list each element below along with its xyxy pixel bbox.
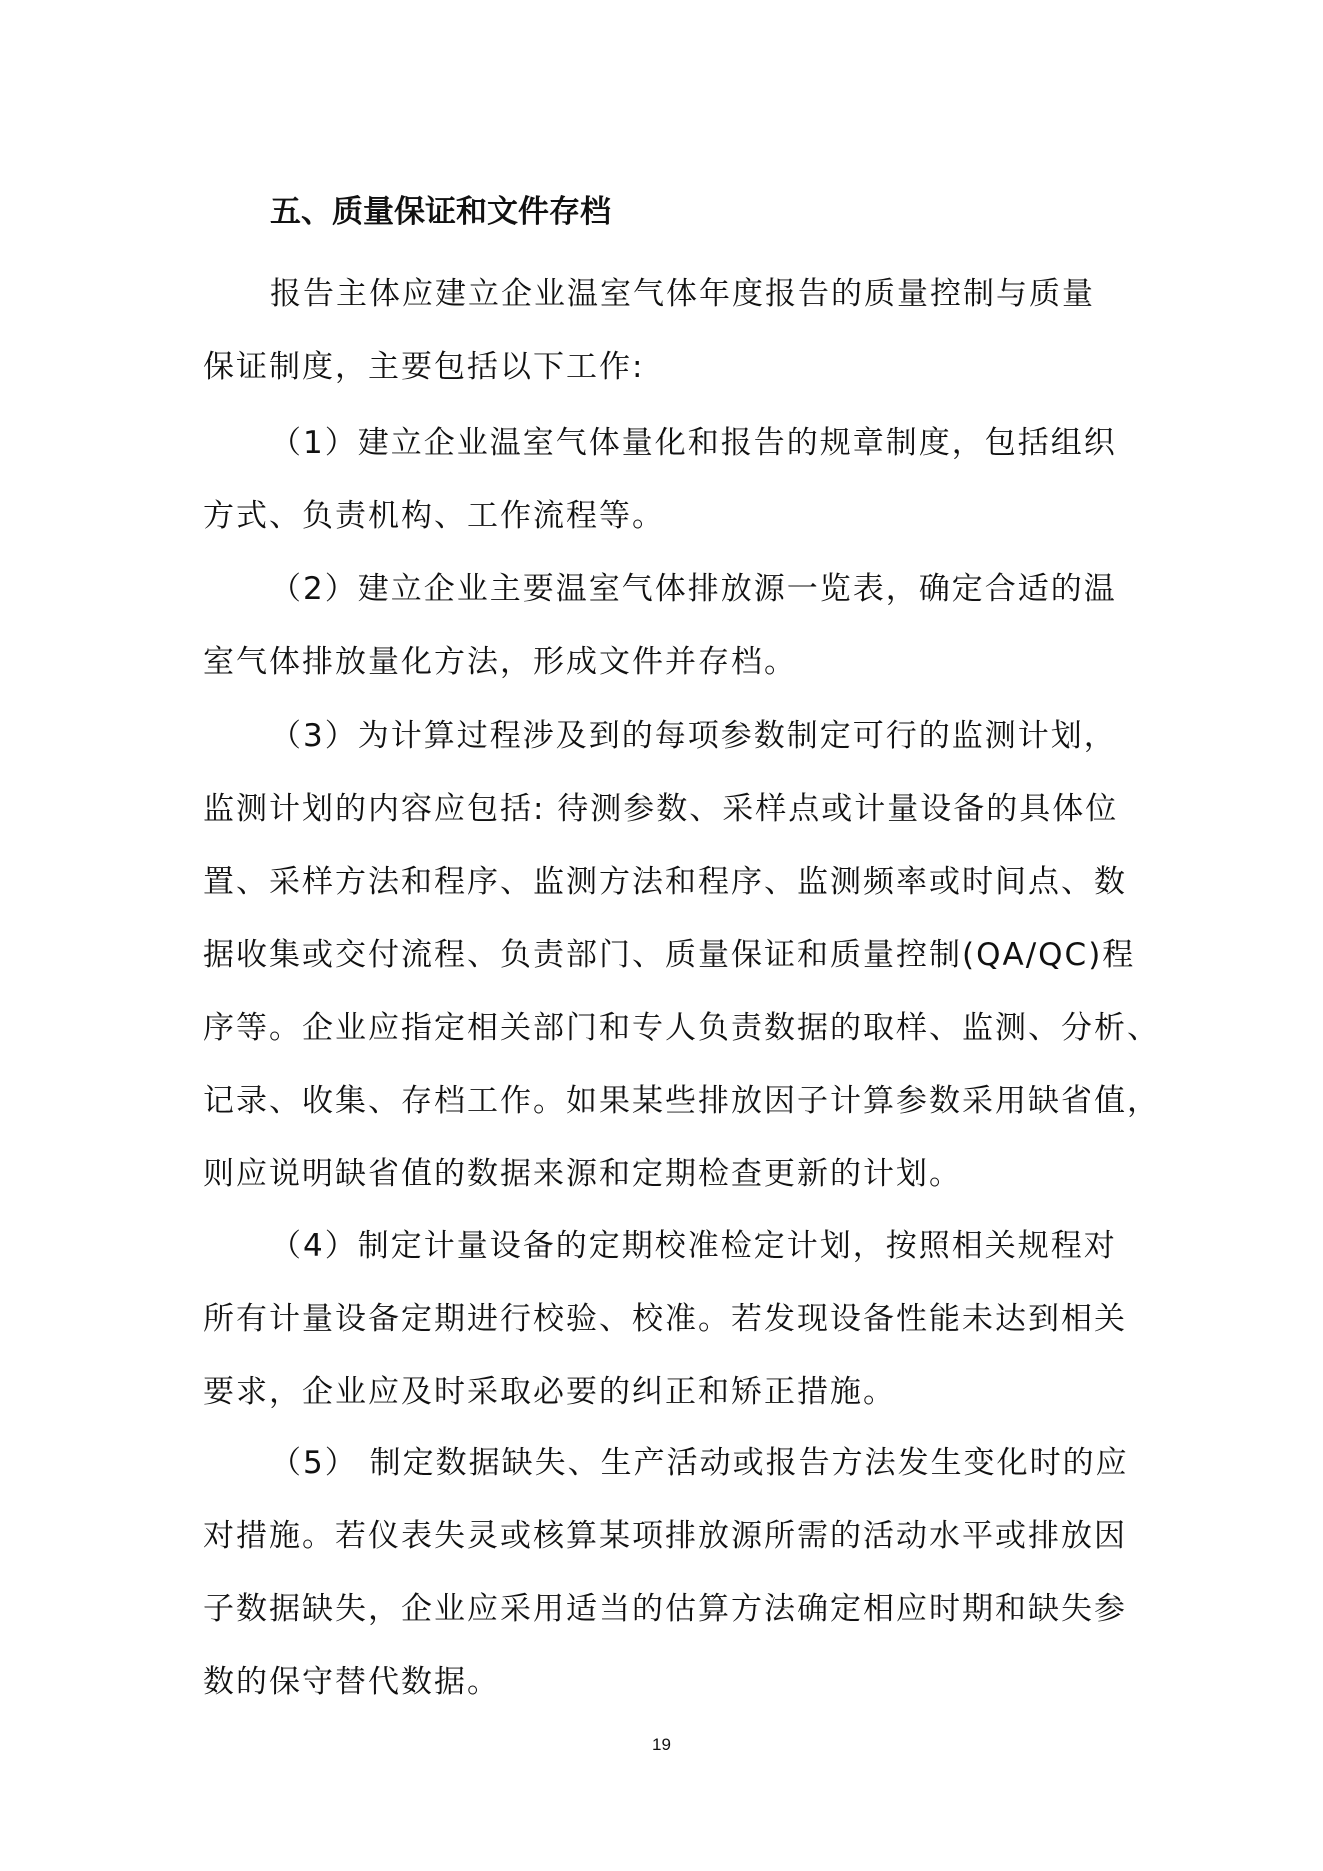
paragraph-line: 保证制度，主要包括以下工作: <box>203 349 645 385</box>
paragraph-line: 监测计划的内容应包括: 待测参数、采样点或计量设备的具体位 <box>203 791 1119 827</box>
list-item-2 <box>203 553 1123 699</box>
list-item-5 <box>203 1427 1129 1719</box>
paragraph-line: （2）建立企业主要温室气体排放源一览表，确定合适的温 <box>270 571 1117 607</box>
paragraph-line: （5） 制定数据缺失、生产活动或报告方法发生变化时的应 <box>270 1445 1129 1481</box>
paragraph-line: 报告主体应建立企业温室气体年度报告的质量控制与质量 <box>270 276 1095 312</box>
paragraph-line: 序等。企业应指定相关部门和专人负责数据的取样、监测、分析、 <box>203 1010 1160 1046</box>
paragraph-line: 要求，企业应及时采取必要的纠正和矫正措施。 <box>203 1374 896 1410</box>
paragraph-line: 数的保守替代数据。 <box>203 1664 500 1700</box>
paragraph-line: （4）制定计量设备的定期校准检定计划，按照相关规程对 <box>270 1228 1117 1264</box>
list-item-4 <box>203 1210 1127 1429</box>
section-heading: 五、质量保证和文件存档 <box>270 194 611 230</box>
page-number: 19 <box>652 1735 671 1754</box>
paragraph-line: 记录、收集、存档工作。如果某些排放因子计算参数采用缺省值， <box>203 1083 1160 1119</box>
paragraph-line: 据收集或交付流程、负责部门、质量保证和质量控制(QA/QC)程 <box>203 937 1136 973</box>
paragraph-line: 室气体排放量化方法，形成文件并存档。 <box>203 644 797 680</box>
paragraph-line: （1）建立企业温室气体量化和报告的规章制度，包括组织 <box>270 425 1117 461</box>
paragraph-line: 则应说明缺省值的数据来源和定期检查更新的计划。 <box>203 1156 962 1192</box>
paragraph-line: 子数据缺失，企业应采用适当的估算方法确定相应时期和缺失参 <box>203 1591 1127 1627</box>
list-item-1 <box>203 407 1123 553</box>
paragraph-line: （3）为计算过程涉及到的每项参数制定可行的监测计划， <box>270 718 1117 754</box>
paragraph-line: 方式、负责机构、工作流程等。 <box>203 498 665 534</box>
paragraph-line: 对措施。若仪表失灵或核算某项排放源所需的活动水平或排放因 <box>203 1518 1127 1554</box>
paragraph-line: 置、采样方法和程序、监测方法和程序、监测频率或时间点、数 <box>203 864 1127 900</box>
intro-paragraph <box>203 258 1123 404</box>
list-item-3 <box>203 700 1160 1211</box>
paragraph-line: 所有计量设备定期进行校验、校准。若发现设备性能未达到相关 <box>203 1301 1127 1337</box>
